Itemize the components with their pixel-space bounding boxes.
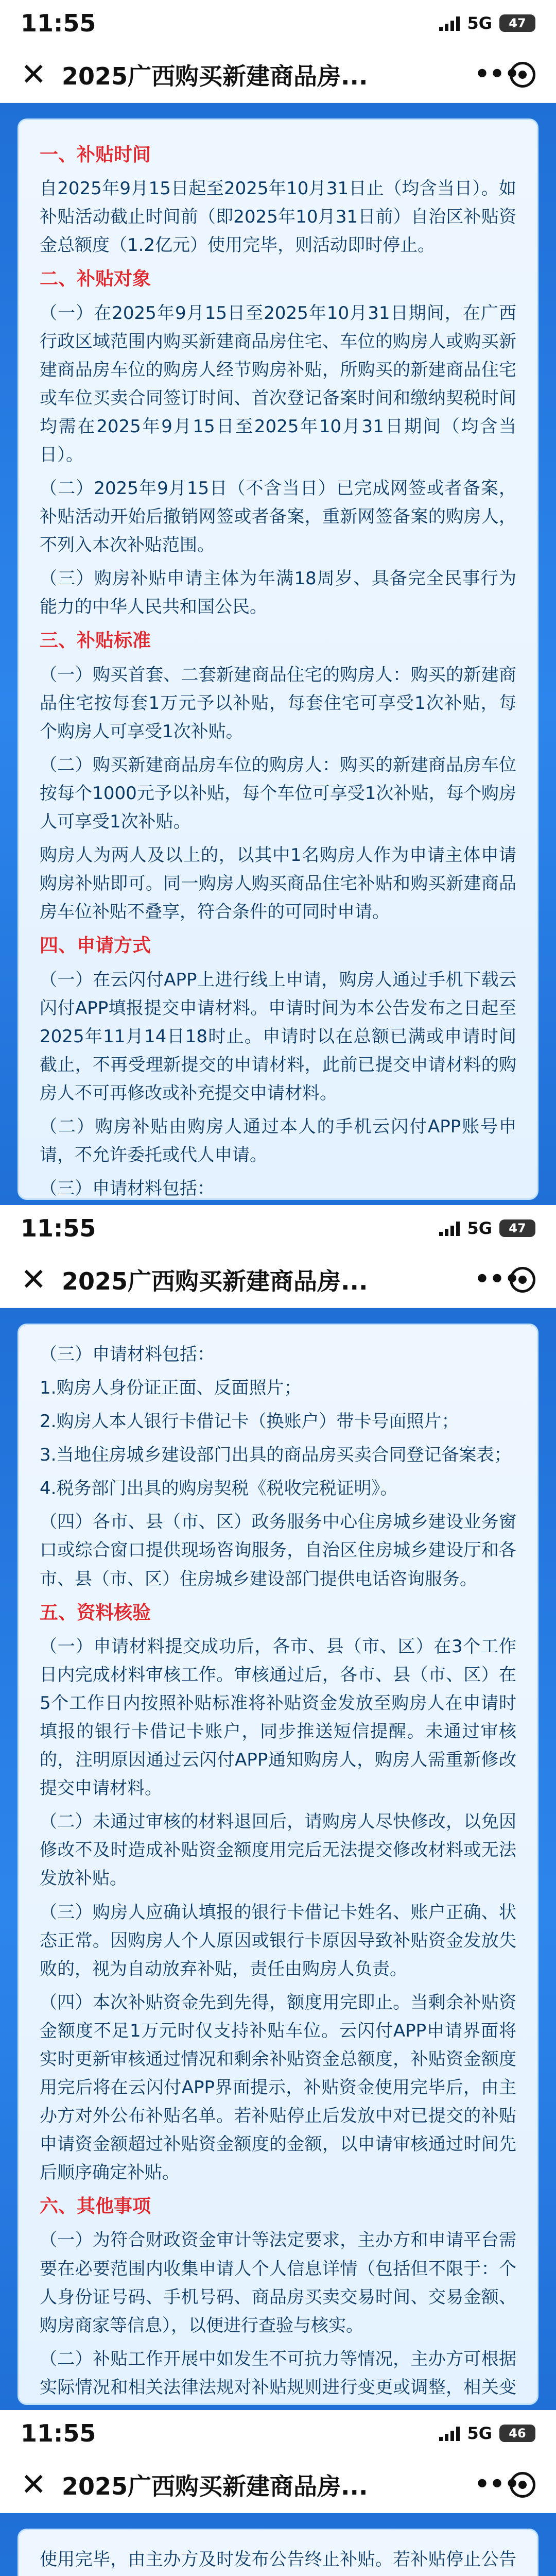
paragraph: （三）申请材料包括： (40, 1178, 215, 1199)
paragraph: （二）补贴工作开展中如发生不可抗力等情况，主办方可根据实际情况和相关法律法规对补贴规则进行变更或调整，相关变 (40, 2348, 516, 2398)
miniprogram-icon[interactable] (510, 1267, 535, 1293)
paragraph: 自2025年9月15日起至2025年10月31日止（均含当日）。如补贴活动截止时间前（即2025年10月31日前）自治区补贴资金总额度（1.2亿元）使用完毕，则活动即时停止。 (40, 178, 516, 256)
page-title: 2025广西购买新建商品房... (62, 2472, 368, 2500)
paragraph: 使用完毕，由主办方及时发布公告终止补贴。若补贴停止公告 (40, 2549, 516, 2570)
network-label: 5G (467, 1218, 492, 1238)
network-label: 5G (467, 13, 492, 33)
signal-icon (439, 2426, 460, 2441)
paragraph: 3.当地住房城乡建设部门出具的商品房买卖合同登记备案表； (40, 1445, 512, 1466)
miniprogram-icon[interactable] (510, 2472, 535, 2498)
paragraph: （二）未通过审核的材料退回后，请购房人尽快修改，以免因修改不及时造成补贴资金额度用完后无法提交修改材料或无法发放补贴。 (40, 1811, 516, 1889)
status-time: 11:55 (21, 2419, 96, 2447)
battery-level: 47 (509, 1221, 526, 1235)
paragraph: （三）购房补贴申请主体为年满18周岁、具备完全民事行为能力的中华人民共和国公民。 (40, 568, 516, 618)
paragraph: 4.税务部门出具的购房契税《税收完税证明》。 (40, 1478, 398, 1499)
status-bar (0, 0, 556, 46)
more-icon[interactable]: ••• (474, 1263, 519, 1296)
paragraph: （一）为符合财政资金审计等法定要求，主办方和申请平台需要在必要范围内收集申请人个人信息详情（包括但不限于：个人身份证号码、手机号码、商品房买卖交易时间、交易金额、购房商家等信息），以便进行查验与核实。 (40, 2230, 516, 2336)
more-icon[interactable]: ••• (474, 58, 519, 91)
paragraph: （四）各市、县（市、区）政务服务中心住房城乡建设业务窗口或综合窗口提供现场咨询服务，自治区住房城乡建设厅和各市、县（市、区）住房城乡建设部门提供电话咨询服务。 (40, 1512, 516, 1589)
paragraph: （二）购房补贴由购房人通过本人的手机云闪付APP账号申请，不允许委托或代人申请。 (40, 1116, 516, 1166)
paragraph: （一）申请材料提交成功后，各市、县（市、区）在3个工作日内完成材料审核工作。审核通过后，各市、县（市、区）在5个工作日内按照补贴标准将补贴资金发放至购房人在申请时填报的银行卡借记卡账户，同步推送短信提醒。未通过审核的，注明原因通过云闪付APP通知购房人，购房人需重新修改提交申请材料。 (40, 1636, 516, 1799)
more-icon[interactable]: ••• (474, 2468, 519, 2501)
section-heading: 三、补贴标准 (40, 630, 151, 652)
paragraph: （一）在2025年9月15日至2025年10月31日期间，在广西行政区域范围内购买新建商品房住宅、车位的购房人或购买新建商品房车位的购房人经节购房补贴，所购买的新建商品住宅或车位买卖合同签订时间、首次登记备案时间和缴纳契税时间均需在2025年9月15日至2025年10月31日期间（均含当日）。 (40, 302, 516, 465)
content-area (0, 1308, 556, 2410)
status-bar (0, 2410, 556, 2456)
paragraph: （三）申请材料包括： (40, 1344, 215, 1365)
signal-icon (439, 15, 460, 31)
miniprogram-icon[interactable] (510, 62, 535, 88)
nav-bar (0, 46, 556, 103)
screen-3 (0, 2410, 556, 2576)
battery-level: 46 (509, 2426, 526, 2441)
section-heading: 四、申请方式 (40, 935, 151, 957)
page-title: 2025广西购买新建商品房... (62, 62, 368, 90)
paragraph: 1.购房人身份证正面、反面照片； (40, 1378, 302, 1399)
status-right (439, 13, 535, 33)
battery-icon (499, 1219, 535, 1237)
content-area (0, 2513, 556, 2576)
battery-level: 47 (509, 16, 526, 30)
status-right (439, 1218, 535, 1238)
network-label: 5G (467, 2424, 492, 2443)
notice-card (18, 118, 538, 1200)
paragraph: （二）2025年9月15日（不含当日）已完成网签或者备案，补贴活动开始后撤销网签或者备案，重新网签备案的购房人，不列入本次补贴范围。 (40, 478, 516, 556)
section-heading: 二、补贴对象 (40, 268, 151, 290)
nav-bar (0, 1251, 556, 1308)
status-right (439, 2424, 535, 2443)
close-icon[interactable]: ✕ (21, 56, 47, 93)
battery-icon (499, 14, 535, 32)
paragraph: 购房人为两人及以上的，以其中1名购房人作为申请主体申请购房补贴即可。同一购房人购买商品住宅补贴和购买新建商品房车位补贴不叠享，符合条件的可同时申请。 (40, 845, 516, 923)
notice-card (18, 1324, 538, 2405)
battery-icon (499, 2425, 535, 2442)
status-time: 11:55 (21, 1214, 96, 1242)
page-title: 2025广西购买新建商品房... (62, 1267, 368, 1295)
paragraph: （二）购买新建商品房车位的购房人：购买的新建商品房车位按每个1000元予以补贴，每个车位可享受1次补贴，每个购房人可享受1次补贴。 (40, 754, 516, 833)
screen-1 (0, 0, 556, 1205)
paragraph: （一）购买首套、二套新建商品住宅的购房人：购买的新建商品住宅按每套1万元予以补贴，每套住宅可享受1次补贴，每个购房人可享受1次补贴。 (40, 664, 516, 742)
section-heading: 五、资料核验 (40, 1602, 151, 1623)
signal-icon (439, 1221, 460, 1236)
screen-2 (0, 1205, 556, 2410)
close-icon[interactable]: ✕ (21, 1261, 47, 1298)
status-bar (0, 1205, 556, 1251)
status-time: 11:55 (21, 9, 96, 37)
section-heading: 一、补贴时间 (40, 144, 151, 165)
close-icon[interactable]: ✕ (21, 2466, 47, 2503)
paragraph: （一）在云闪付APP上进行线上申请，购房人通过手机下载云闪付APP填报提交申请材料。申请时间为本公告发布之日起至2025年11月14日18时止。申请时以在总额已满或申请时间截止，不再受理新提交的申请材料，此前已提交申请材料的购房人不可再修改或补充提交申请材料。 (40, 969, 516, 1104)
paragraph: （四）本次补贴资金先到先得，额度用完即止。当剩余补贴资金额度不足1万元时仅支持补贴车位。云闪付APP申请界面将实时更新审核通过情况和剩余补贴资金总额度，补贴资金额度用完后将在云闪付APP界面提示，补贴资金使用完毕后，由主办方对外公布补贴名单。若补贴停止后发放中对已提交的补贴申请资金额超过补贴资金额度的金额，以申请审核通过时间先后顺序确定补贴。 (40, 1992, 516, 2183)
nav-bar (0, 2456, 556, 2513)
content-area (0, 103, 556, 1205)
paragraph: （三）购房人应确认填报的银行卡借记卡姓名、账户正确、状态正常。因购房人个人原因或银行卡原因导致补贴资金发放失败的，视为自动放弃补贴，责任由购房人负责。 (40, 1902, 516, 1979)
section-heading: 六、其他事项 (40, 2196, 151, 2217)
notice-card (18, 2529, 538, 2576)
paragraph: 2.购房人本人银行卡借记卡（换账户）带卡号面照片； (40, 1411, 459, 1432)
